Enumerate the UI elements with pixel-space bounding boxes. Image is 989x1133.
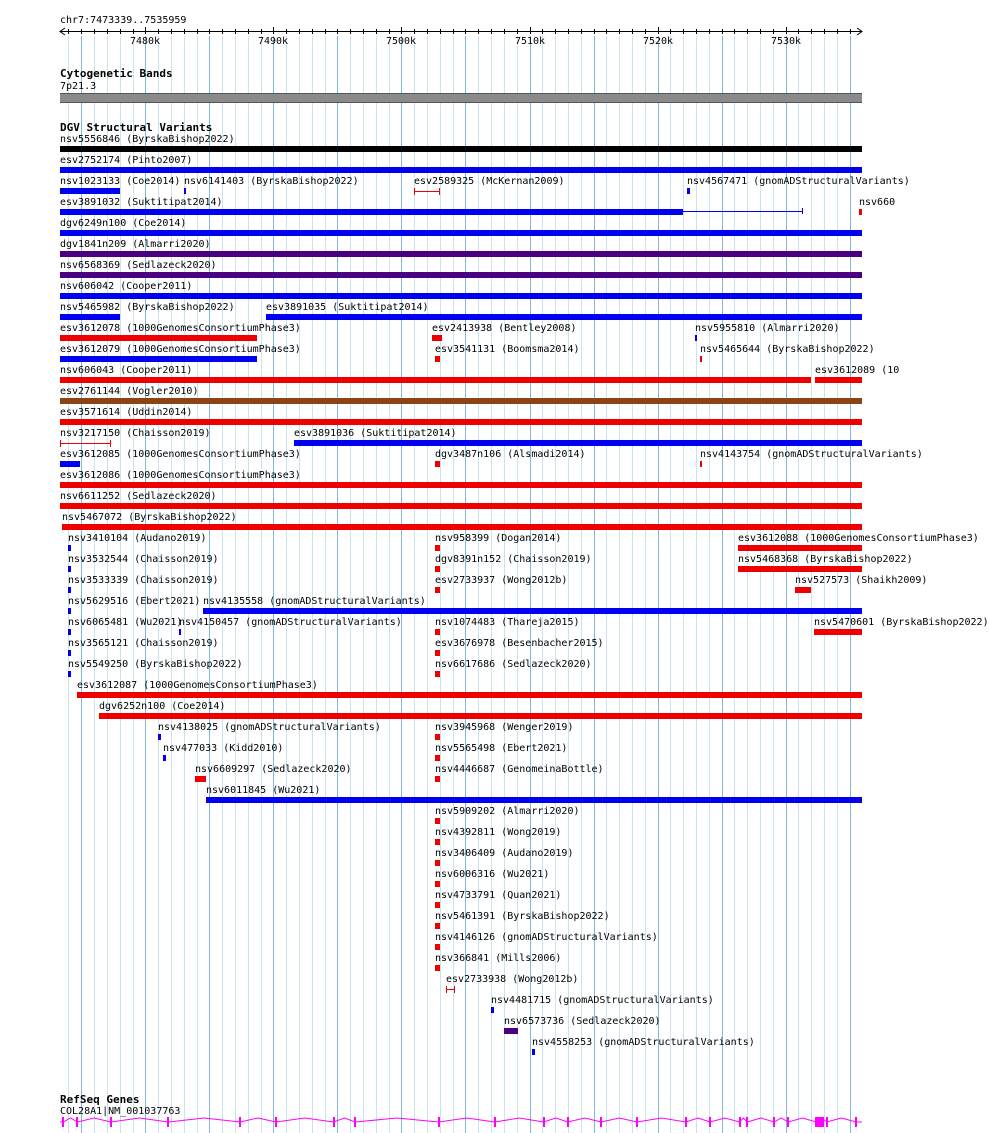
variant-label[interactable]: nsv6609297 (Sedlazeck2020) [195,764,352,775]
variant-feature[interactable] [435,839,440,845]
variant-label[interactable]: esv2752174 (Pinto2007) [60,155,193,166]
variant-label[interactable]: nsv366841 (Mills2006) [435,953,562,964]
variant-feature[interactable] [435,860,440,866]
variant-label[interactable]: nsv5909202 (Almarri2020) [435,806,580,817]
variant-feature[interactable] [60,482,862,488]
variant-label[interactable]: nsv4392811 (Wong2019) [435,827,562,838]
variant-label[interactable]: esv3891032 (Suktitipat2014) [60,197,223,208]
variant-feature[interactable] [99,713,862,719]
cytoband-label: 7p21.3 [60,81,97,92]
variant-label[interactable]: nsv4135558 (gnomADStructuralVariants) [203,596,426,607]
variant-feature[interactable] [435,734,440,740]
gene-exon [855,1117,857,1127]
variant-feature-cap [60,440,61,447]
variant-label[interactable]: nsv5470601 (ByrskaBishop2022) [814,617,989,628]
variant-label[interactable]: nsv4481715 (gnomADStructuralVariants) [491,995,714,1006]
gene-exon [543,1117,545,1127]
variant-feature[interactable] [435,902,440,908]
variant-label[interactable]: esv3612086 (1000GenomesConsortiumPhase3) [60,470,301,481]
variant-feature[interactable] [687,188,690,194]
variant-label[interactable]: nsv5468368 (ByrskaBishop2022) [738,554,913,565]
variant-label[interactable]: nsv3533339 (Chaisson2019) [68,575,219,586]
variant-label[interactable]: esv3541131 (Boomsma2014) [435,344,580,355]
variant-feature[interactable] [60,461,80,467]
variant-label[interactable]: nsv5955810 (Almarri2020) [695,323,840,334]
ruler-tick-label: 7510k [514,36,546,47]
track-title-refseq-genes[interactable]: RefSeq Genes [60,1093,140,1106]
gene-exon [76,1117,78,1127]
variant-feature-cap [439,188,440,195]
variant-label[interactable]: nsv527573 (Shaikh2009) [795,575,928,586]
ruler-tick-label: 7490k [257,36,289,47]
variant-feature[interactable] [435,923,440,929]
variant-feature[interactable] [435,944,440,950]
variant-label[interactable]: nsv3532544 (Chaisson2019) [68,554,219,565]
variant-label[interactable]: nsv5465644 (ByrskaBishop2022) [700,344,875,355]
variant-feature[interactable] [77,692,862,698]
variant-feature-cap [110,440,111,447]
ruler-tick-label: 7530k [770,36,802,47]
variant-label[interactable]: esv3612088 (1000GenomesConsortiumPhase3) [738,533,979,544]
gene-exon-large [816,1117,824,1127]
variant-feature[interactable] [859,209,862,215]
variant-feature[interactable] [266,314,862,320]
variant-feature[interactable] [60,314,120,320]
variant-feature[interactable] [435,461,440,467]
variant-label[interactable]: nsv4733791 (Quan2021) [435,890,562,901]
gene-exon [567,1117,569,1127]
ruler-tick-label: 7500k [385,36,417,47]
variant-feature[interactable] [435,629,440,635]
variant-label[interactable]: nsv6011845 (Wu2021) [206,785,321,796]
variant-feature[interactable] [60,419,862,425]
variant-feature[interactable] [60,272,862,278]
variant-label[interactable]: nsv6006316 (Wu2021) [435,869,550,880]
variant-feature[interactable] [435,755,440,761]
gene-exon [62,1117,64,1127]
variant-feature[interactable] [435,566,440,572]
gene-intron-line [60,1118,862,1122]
gene-exon [685,1117,687,1127]
variant-feature[interactable] [435,587,440,593]
variant-feature-cap [414,188,415,195]
variant-feature[interactable] [814,629,862,635]
variant-feature-cap [802,208,803,214]
gene-exon [709,1117,711,1127]
gene-exon [826,1117,828,1127]
variant-feature[interactable] [700,461,702,467]
variant-label[interactable]: nsv1074483 (Thareja2015) [435,617,580,628]
variant-label[interactable]: nsv6573736 (Sedlazeck2020) [504,1016,661,1027]
variant-label[interactable]: nsv606043 (Cooper2011) [60,365,193,376]
variant-label[interactable]: nsv5565498 (Ebert2021) [435,743,568,754]
ruler-tick-label: 7480k [129,36,161,47]
gene-label[interactable]: COL28A1|NM_001037763 [60,1106,181,1117]
track-title-cytogenetic-bands[interactable]: Cytogenetic Bands [60,67,173,80]
variant-label[interactable]: esv3612079 (1000GenomesConsortiumPhase3) [60,344,301,355]
variant-feature[interactable] [435,650,440,656]
variant-label[interactable]: esv3891036 (Suktitipat2014) [294,428,457,439]
variant-label[interactable]: esv3676978 (Besenbacher2015) [435,638,604,649]
variant-feature[interactable] [435,671,440,677]
variant-feature[interactable] [532,1049,535,1055]
variant-label[interactable]: nsv6611252 (Sedlazeck2020) [60,491,217,502]
gene-exon [787,1117,789,1127]
variant-label[interactable]: dgv6252n100 (Coe2014) [99,701,226,712]
variant-feature[interactable] [206,797,862,803]
variant-label[interactable]: nsv4558253 (gnomADStructuralVariants) [532,1037,755,1048]
variant-label[interactable]: nsv5461391 (ByrskaBishop2022) [435,911,610,922]
variant-feature[interactable] [60,188,120,194]
variant-label[interactable]: nsv6065481 (Wu2021) [68,617,183,628]
variant-label[interactable]: esv3891035 (Suktitipat2014) [266,302,429,313]
variant-feature[interactable] [60,443,111,444]
variant-label[interactable]: nsv3565121 (Chaisson2019) [68,638,219,649]
ruler-tick-label: 7520k [642,36,674,47]
variant-feature[interactable] [60,167,862,173]
variant-feature-extension[interactable] [683,211,802,212]
variant-feature[interactable] [491,1007,494,1013]
variant-label[interactable]: nsv4150457 (gnomADStructuralVariants) [179,617,402,628]
variant-feature[interactable] [795,587,811,593]
variant-feature[interactable] [68,587,71,593]
gene-exon [167,1117,169,1127]
variant-label[interactable]: nsv660 [859,197,896,208]
variant-label[interactable]: nsv4567471 (gnomADStructuralVariants) [687,176,910,187]
variant-label[interactable]: dgv1841n209 (Almarri2020) [60,239,211,250]
variant-feature[interactable] [695,335,697,341]
variant-feature[interactable] [62,524,862,530]
variant-label[interactable]: esv2733938 (Wong2012b) [446,974,579,985]
variant-feature-cap [446,986,447,993]
variant-feature[interactable] [700,356,702,362]
gene-exon [110,1117,112,1127]
variant-feature[interactable] [435,881,440,887]
variant-feature[interactable] [60,230,862,236]
variant-label[interactable]: esv2761144 (Vogler2010) [60,386,199,397]
variant-label[interactable]: nsv6568369 (Sedlazeck2020) [60,260,217,271]
variant-label[interactable]: nsv4138025 (gnomADStructuralVariants) [158,722,381,733]
variant-feature[interactable] [68,671,71,677]
variant-feature[interactable] [294,440,862,446]
variant-label[interactable]: dgv8391n152 (Chaisson2019) [435,554,592,565]
variant-label[interactable]: nsv3217150 (Chaisson2019) [60,428,211,439]
variant-feature[interactable] [432,335,442,341]
variant-feature[interactable] [68,650,71,656]
gene-exon [739,1117,741,1127]
variant-feature[interactable] [414,191,440,192]
variant-label[interactable]: nsv3945968 (Wenger2019) [435,722,574,733]
variant-label[interactable]: nsv477033 (Kidd2010) [163,743,284,754]
location-label: chr7:7473339..7535959 [60,15,187,26]
gene-exon [333,1117,335,1127]
variant-label[interactable]: esv3571614 (Uddin2014) [60,407,193,418]
variant-label[interactable]: esv2589325 (McKernan2009) [414,176,565,187]
variant-label[interactable]: nsv4446687 (GenomeinaBottle) [435,764,604,775]
variant-feature[interactable] [195,776,206,782]
variant-feature[interactable] [68,566,71,572]
variant-feature[interactable] [504,1028,518,1034]
variant-label[interactable]: nsv6141403 (ByrskaBishop2022) [184,176,359,187]
variant-label[interactable]: nsv6617686 (Sedlazeck2020) [435,659,592,670]
variant-feature[interactable] [60,251,862,257]
variant-label[interactable]: esv2413938 (Bentley2008) [432,323,577,334]
variant-feature[interactable] [815,377,862,383]
variant-label[interactable]: nsv5629516 (Ebert2021) [68,596,201,607]
variant-feature[interactable] [435,356,440,362]
variant-feature[interactable] [179,629,181,635]
variant-label[interactable]: esv3612087 (1000GenomesConsortiumPhase3) [77,680,318,691]
gene-exon [600,1117,602,1127]
variant-label[interactable]: nsv3406409 (Audano2019) [435,848,574,859]
variant-feature[interactable] [158,734,161,740]
variant-feature[interactable] [60,335,257,341]
variant-feature[interactable] [163,755,166,761]
variant-label[interactable]: esv3612085 (1000GenomesConsortiumPhase3) [60,449,301,460]
variant-label[interactable]: esv2733937 (Wong2012b) [435,575,568,586]
gene-model-col28a1[interactable] [0,1112,890,1132]
variant-label[interactable]: nsv4143754 (gnomADStructuralVariants) [700,449,923,460]
variant-feature[interactable] [60,503,862,509]
gene-exon [773,1117,775,1127]
variant-feature[interactable] [738,566,862,572]
variant-label[interactable]: nsv1023133 (Coe2014) [60,176,181,187]
variant-feature[interactable] [68,608,71,614]
gene-exon [746,1117,748,1127]
variant-feature-cap [454,986,455,993]
variant-feature[interactable] [184,188,186,194]
variant-label[interactable]: dgv3487n106 (Alsmadi2014) [435,449,586,460]
variant-feature[interactable] [435,818,440,824]
variant-feature[interactable] [435,776,440,782]
variant-feature[interactable] [60,398,862,404]
variant-feature[interactable] [60,377,811,383]
variant-label[interactable]: nsv5467072 (ByrskaBishop2022) [62,512,237,523]
gene-exon [494,1117,496,1127]
variant-feature[interactable] [435,965,440,971]
variant-label[interactable]: dgv6249n100 (Coe2014) [60,218,187,229]
gene-exon [239,1117,241,1127]
cytoband-bar[interactable] [60,93,862,103]
variant-feature[interactable] [203,608,862,614]
variant-label[interactable]: nsv4146126 (gnomADStructuralVariants) [435,932,658,943]
variant-feature[interactable] [68,629,71,635]
variant-label[interactable]: nsv3410104 (Audano2019) [68,533,207,544]
variant-label[interactable]: nsv5465982 (ByrskaBishop2022) [60,302,235,313]
variant-feature[interactable] [60,293,862,299]
track-title-dgv-structural-variants[interactable]: DGV Structural Variants [60,121,213,134]
variant-label[interactable]: esv3612089 (10 [815,365,900,376]
gene-exon [636,1117,638,1127]
variant-feature[interactable] [68,545,71,551]
variant-feature[interactable] [60,356,257,362]
variant-label[interactable]: esv3612078 (1000GenomesConsortiumPhase3) [60,323,301,334]
variant-feature[interactable] [60,209,683,215]
variant-feature[interactable] [435,545,440,551]
variant-label[interactable]: nsv5556846 (ByrskaBishop2022) [60,134,235,145]
variant-feature[interactable] [738,545,862,551]
gene-exon [438,1117,440,1127]
variant-label[interactable]: nsv5549250 (ByrskaBishop2022) [68,659,243,670]
variant-label[interactable]: nsv958399 (Dogan2014) [435,533,562,544]
gene-exon [354,1117,356,1127]
variant-feature[interactable] [60,146,862,152]
gene-exon [275,1117,277,1127]
variant-label[interactable]: nsv606042 (Cooper2011) [60,281,193,292]
